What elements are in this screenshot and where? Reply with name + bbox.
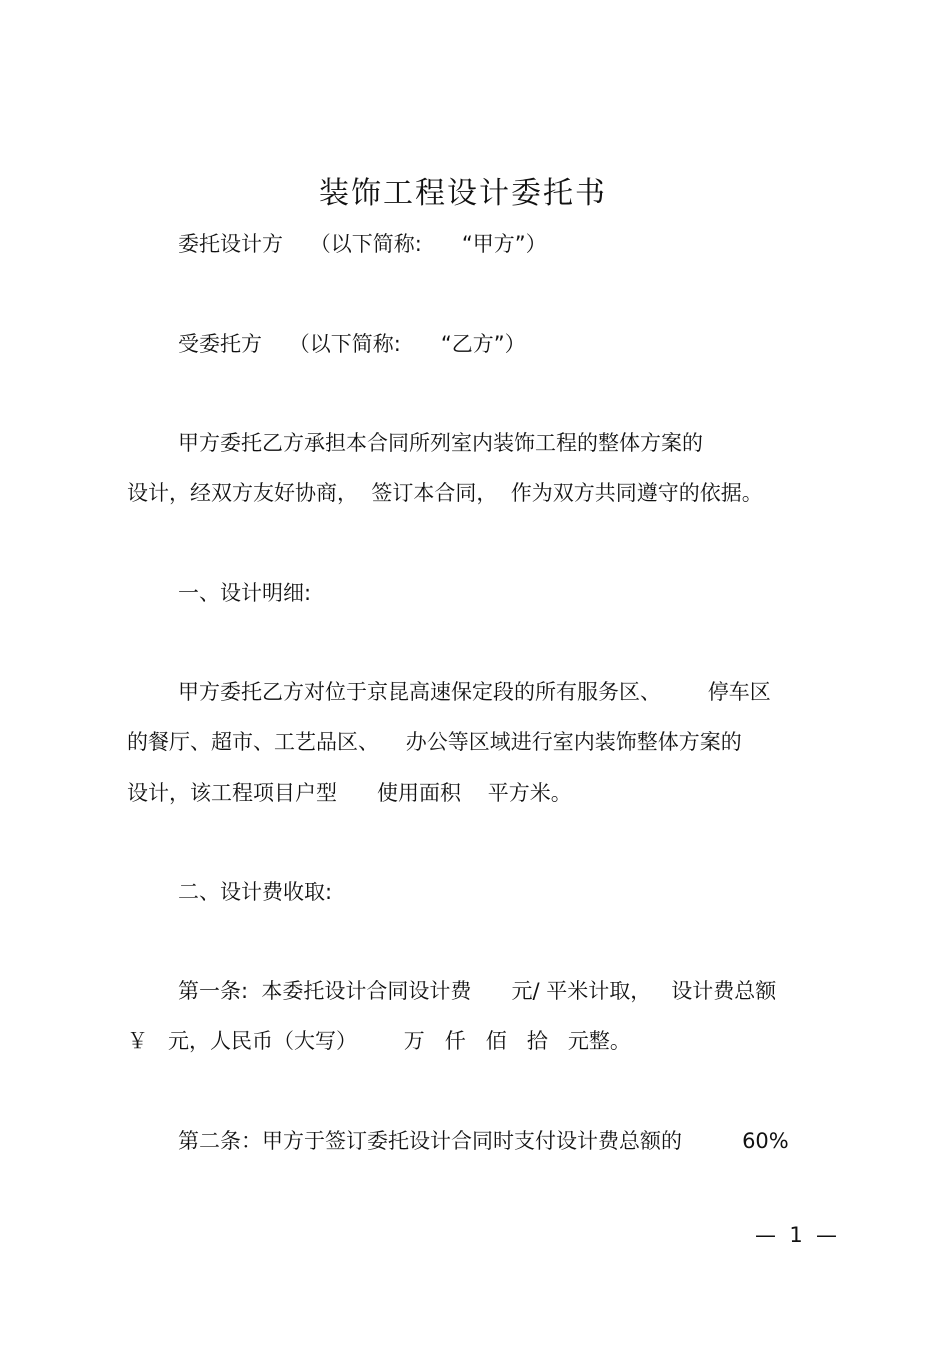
party-b-line: 受委托方 （以下简称: “乙方”）	[178, 332, 526, 356]
article-2-line: 第二条：甲方于签订委托设计合同时支付设计费总额的 60%	[178, 1129, 789, 1153]
page-number: — 1 —	[755, 1223, 838, 1247]
section-2-heading: 二、设计费收取:	[178, 880, 333, 904]
document-title: 装饰工程设计委托书	[319, 176, 607, 211]
section-1-line-1: 甲方委托乙方对位于京昆高速保定段的所有服务区、 停车区	[178, 680, 771, 704]
section-1-heading: 一、设计明细:	[178, 581, 312, 605]
intro-line-1: 甲方委托乙方承担本合同所列室内装饰工程的整体方案的	[178, 431, 703, 455]
article-1-line-2: ￥ 元，人民币（大写） 万 仟 佰 拾 元整。	[127, 1029, 631, 1053]
party-a-line: 委托设计方 （以下简称: “甲方”）	[178, 232, 547, 256]
section-1-line-2: 的餐厅、超市、工艺品区、 办公等区域进行室内装饰整体方案的	[127, 730, 742, 754]
section-1-line-3: 设计，该工程项目户型 使用面积 平方米。	[127, 781, 572, 805]
intro-line-2: 设计，经双方友好协商， 签订本合同， 作为双方共同遵守的依据。	[127, 481, 763, 505]
article-1-line-1: 第一条: 本委托设计合同设计费 元/ 平米计取， 设计费总额	[178, 979, 777, 1003]
